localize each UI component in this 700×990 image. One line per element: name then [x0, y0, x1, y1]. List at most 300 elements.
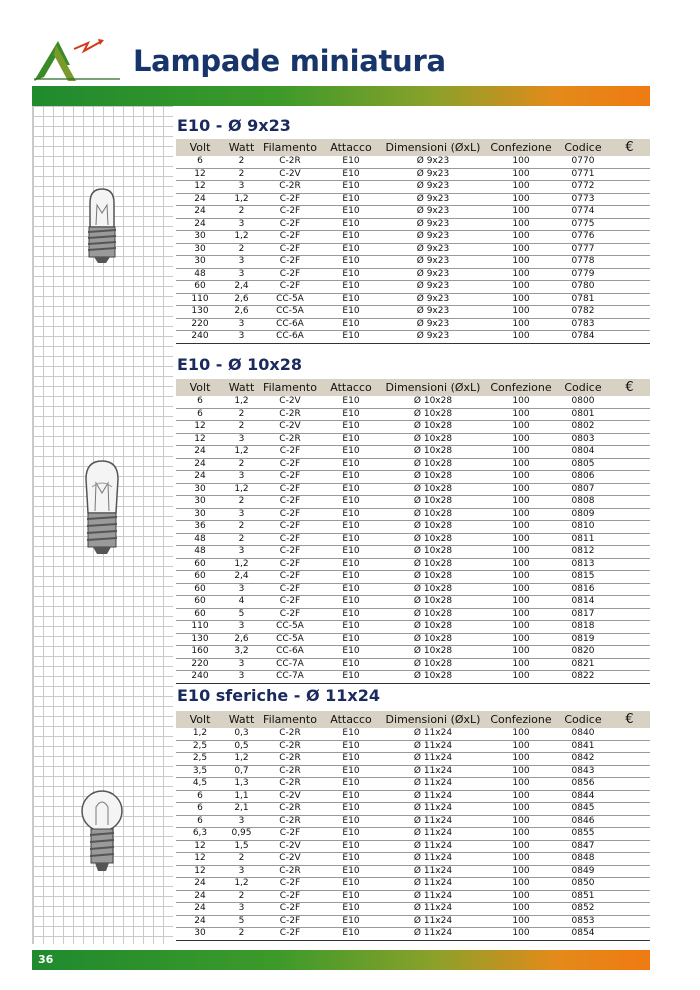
column-header: Codice: [557, 379, 609, 396]
table-cell: 3: [224, 621, 259, 634]
table-cell: 12: [176, 168, 224, 181]
table-cell: E10: [321, 408, 381, 421]
table-cell: [609, 608, 650, 621]
table-cell: Ø 11x24: [381, 828, 485, 841]
table-cell: Ø 11x24: [381, 865, 485, 878]
table-cell: 100: [485, 671, 557, 684]
table-cell: C-2F: [259, 446, 321, 459]
table-cell: 100: [485, 521, 557, 534]
table-cell: 100: [485, 815, 557, 828]
table-cell: 0850: [557, 878, 609, 891]
table-cell: E10: [321, 218, 381, 231]
table-cell: 0800: [557, 396, 609, 408]
table-row: [176, 268, 650, 281]
table-cell: 0,3: [224, 728, 259, 740]
table-cell: E10: [321, 306, 381, 319]
table-cell: Ø 10x28: [381, 621, 485, 634]
table-cell: 0855: [557, 828, 609, 841]
table-cell: Ø 9x23: [381, 168, 485, 181]
column-header: Confezione: [485, 711, 557, 728]
table-cell: 100: [485, 181, 557, 194]
table-cell: E10: [321, 865, 381, 878]
table-cell: Ø 10x28: [381, 458, 485, 471]
table-cell: C-2F: [259, 890, 321, 903]
table-cell: 0820: [557, 646, 609, 659]
table-row: [176, 293, 650, 306]
column-header: Dimensioni (ØxL): [381, 139, 485, 156]
table-cell: E10: [321, 633, 381, 646]
table-cell: Ø 10x28: [381, 596, 485, 609]
table-cell: 0810: [557, 521, 609, 534]
table-cell: E10: [321, 790, 381, 803]
table-row: [176, 421, 650, 434]
table-cell: 100: [485, 633, 557, 646]
table-cell: 0805: [557, 458, 609, 471]
table-cell: 5: [224, 608, 259, 621]
header-band: [32, 86, 650, 106]
table-cell: 6: [176, 396, 224, 408]
table-cell: [609, 671, 650, 684]
table-cell: [609, 815, 650, 828]
table-cell: [609, 646, 650, 659]
section-title-3: E10 sferiche - Ø 11x24: [177, 686, 381, 705]
table-cell: Ø 11x24: [381, 728, 485, 740]
table-cell: 100: [485, 803, 557, 816]
table-cell: C-2F: [259, 458, 321, 471]
table-cell: Ø 10x28: [381, 521, 485, 534]
table-row: [176, 840, 650, 853]
table-cell: [609, 181, 650, 194]
table-cell: 0779: [557, 268, 609, 281]
table-cell: 220: [176, 318, 224, 331]
table-cell: 6: [176, 803, 224, 816]
table-cell: 100: [485, 446, 557, 459]
table-cell: C-2F: [259, 546, 321, 559]
table-cell: 0,95: [224, 828, 259, 841]
table-cell: [609, 915, 650, 928]
table-row: [176, 521, 650, 534]
table-cell: 100: [485, 790, 557, 803]
table-row: [176, 853, 650, 866]
table-cell: C-2F: [259, 206, 321, 219]
table-row: [176, 608, 650, 621]
table-cell: 0842: [557, 753, 609, 766]
table-cell: 0843: [557, 765, 609, 778]
table-cell: C-2R: [259, 740, 321, 753]
table-cell: 0816: [557, 583, 609, 596]
table-cell: CC-6A: [259, 318, 321, 331]
table-cell: C-2R: [259, 181, 321, 194]
table-row: [176, 753, 650, 766]
table-cell: 6,3: [176, 828, 224, 841]
table-cell: 100: [485, 318, 557, 331]
table-cell: E10: [321, 533, 381, 546]
table-cell: CC-5A: [259, 306, 321, 319]
table-cell: Ø 9x23: [381, 306, 485, 319]
table-cell: Ø 9x23: [381, 318, 485, 331]
table-cell: 6: [176, 408, 224, 421]
column-header: €: [609, 139, 650, 156]
table-cell: CC-7A: [259, 658, 321, 671]
table-cell: CC-7A: [259, 671, 321, 684]
table-cell: 1,2: [224, 231, 259, 244]
table-cell: Ø 10x28: [381, 446, 485, 459]
table-cell: E10: [321, 853, 381, 866]
table-cell: 0854: [557, 928, 609, 941]
table-cell: 100: [485, 168, 557, 181]
table-cell: 100: [485, 396, 557, 408]
table-cell: [609, 306, 650, 319]
table-row: [176, 471, 650, 484]
table-row: [176, 928, 650, 941]
table-cell: 0,5: [224, 740, 259, 753]
table-cell: Ø 9x23: [381, 331, 485, 344]
table-cell: E10: [321, 521, 381, 534]
table-row: [176, 331, 650, 344]
table-cell: [609, 765, 650, 778]
table-row: [176, 458, 650, 471]
table-cell: [609, 890, 650, 903]
table-cell: 240: [176, 671, 224, 684]
column-header: Volt: [176, 379, 224, 396]
table-cell: 24: [176, 878, 224, 891]
table-cell: E10: [321, 596, 381, 609]
table-cell: 0822: [557, 671, 609, 684]
table-row: [176, 496, 650, 509]
table-cell: 1,2: [224, 446, 259, 459]
table-row: [176, 583, 650, 596]
table-cell: [609, 633, 650, 646]
table-cell: Ø 11x24: [381, 853, 485, 866]
table-row: [176, 231, 650, 244]
table-cell: Ø 10x28: [381, 658, 485, 671]
table-cell: 1,2: [224, 483, 259, 496]
table-cell: 36: [176, 521, 224, 534]
table-cell: [609, 753, 650, 766]
table-cell: C-2V: [259, 790, 321, 803]
table-row: [176, 533, 650, 546]
table-cell: 2: [224, 521, 259, 534]
table-cell: 60: [176, 596, 224, 609]
table-cell: 100: [485, 496, 557, 509]
table-cell: C-2F: [259, 508, 321, 521]
table-cell: 100: [485, 306, 557, 319]
table-cell: E10: [321, 803, 381, 816]
table-cell: 3: [224, 903, 259, 916]
table-row: [176, 306, 650, 319]
table-cell: E10: [321, 915, 381, 928]
table-cell: Ø 9x23: [381, 293, 485, 306]
table-cell: 0804: [557, 446, 609, 459]
table-cell: 220: [176, 658, 224, 671]
table-cell: CC-5A: [259, 621, 321, 634]
table-cell: Ø 9x23: [381, 256, 485, 269]
table-header-row: [176, 139, 650, 156]
table-cell: 0806: [557, 471, 609, 484]
table-cell: 0849: [557, 865, 609, 878]
table-cell: 2,5: [176, 740, 224, 753]
table-cell: [609, 231, 650, 244]
table-cell: 2,6: [224, 306, 259, 319]
table-cell: 0856: [557, 778, 609, 791]
table-cell: Ø 10x28: [381, 583, 485, 596]
table-cell: Ø 9x23: [381, 156, 485, 168]
table-cell: [609, 483, 650, 496]
table-header-row: [176, 711, 650, 728]
table-cell: C-2F: [259, 571, 321, 584]
table-cell: C-2F: [259, 483, 321, 496]
table-e10-9x23: [176, 139, 650, 344]
table-cell: 2: [224, 496, 259, 509]
table-cell: 2,4: [224, 281, 259, 294]
table-cell: 0812: [557, 546, 609, 559]
table-cell: 100: [485, 828, 557, 841]
table-cell: 100: [485, 646, 557, 659]
table-cell: 100: [485, 728, 557, 740]
table-cell: 1,2: [176, 728, 224, 740]
table-cell: [609, 546, 650, 559]
column-header: Volt: [176, 139, 224, 156]
table-cell: 48: [176, 533, 224, 546]
table-cell: E10: [321, 608, 381, 621]
table-cell: E10: [321, 753, 381, 766]
table-cell: 100: [485, 571, 557, 584]
column-header: Confezione: [485, 379, 557, 396]
table-cell: Ø 9x23: [381, 193, 485, 206]
column-header: Attacco: [321, 379, 381, 396]
table-row: [176, 281, 650, 294]
table-cell: CC-6A: [259, 646, 321, 659]
table-cell: 3: [224, 256, 259, 269]
table-cell: [609, 168, 650, 181]
table-row: [176, 218, 650, 231]
table-cell: E10: [321, 778, 381, 791]
table-cell: C-2R: [259, 778, 321, 791]
table-cell: 3: [224, 318, 259, 331]
table-e10-sferiche-11x24: [176, 711, 650, 941]
table-cell: 100: [485, 583, 557, 596]
table-cell: 30: [176, 508, 224, 521]
table-cell: 100: [485, 193, 557, 206]
table-cell: E10: [321, 728, 381, 740]
table-cell: 24: [176, 915, 224, 928]
table-cell: 60: [176, 558, 224, 571]
table-cell: [609, 803, 650, 816]
table-cell: C-2R: [259, 865, 321, 878]
table-cell: 0782: [557, 306, 609, 319]
table-cell: CC-5A: [259, 633, 321, 646]
table-cell: 3: [224, 218, 259, 231]
table-cell: 24: [176, 446, 224, 459]
bulb-sferiche-11x24-image: [80, 785, 124, 877]
table-row: [176, 408, 650, 421]
table-cell: 6: [176, 790, 224, 803]
column-header: Filamento: [259, 379, 321, 396]
table-cell: E10: [321, 828, 381, 841]
arlux-logo: [30, 35, 125, 85]
table-row: [176, 396, 650, 408]
table-cell: [609, 433, 650, 446]
table-cell: 130: [176, 306, 224, 319]
table-cell: C-2F: [259, 608, 321, 621]
table-cell: 2: [224, 156, 259, 168]
table-cell: 2,4: [224, 571, 259, 584]
table-row: [176, 446, 650, 459]
footer-band: [32, 950, 650, 970]
table-cell: Ø 10x28: [381, 608, 485, 621]
table-cell: 30: [176, 243, 224, 256]
table-cell: C-2R: [259, 803, 321, 816]
table-cell: 24: [176, 206, 224, 219]
page-title: Lampade miniatura: [133, 44, 446, 78]
column-header: €: [609, 379, 650, 396]
table-cell: 12: [176, 865, 224, 878]
table-cell: 0808: [557, 496, 609, 509]
table-cell: 3: [224, 546, 259, 559]
column-header: Filamento: [259, 711, 321, 728]
table-cell: 100: [485, 865, 557, 878]
table-cell: 0773: [557, 193, 609, 206]
table-cell: 12: [176, 433, 224, 446]
table-cell: 2: [224, 168, 259, 181]
table-cell: C-2V: [259, 840, 321, 853]
table-cell: 0784: [557, 331, 609, 344]
table-cell: E10: [321, 458, 381, 471]
table-cell: 48: [176, 268, 224, 281]
table-cell: E10: [321, 268, 381, 281]
table-cell: 24: [176, 903, 224, 916]
table-cell: [609, 583, 650, 596]
table-cell: 48: [176, 546, 224, 559]
table-row: [176, 778, 650, 791]
table-cell: 6: [176, 815, 224, 828]
column-header: Confezione: [485, 139, 557, 156]
table-cell: E10: [321, 658, 381, 671]
table-cell: 100: [485, 658, 557, 671]
table-cell: 100: [485, 546, 557, 559]
table-cell: C-2R: [259, 765, 321, 778]
table-cell: Ø 10x28: [381, 483, 485, 496]
table-cell: E10: [321, 433, 381, 446]
table-cell: 100: [485, 281, 557, 294]
table-cell: [609, 318, 650, 331]
table-cell: C-2F: [259, 243, 321, 256]
table-cell: 1,2: [224, 878, 259, 891]
table-cell: [609, 218, 650, 231]
table-cell: 24: [176, 458, 224, 471]
table-cell: Ø 11x24: [381, 890, 485, 903]
table-cell: 100: [485, 331, 557, 344]
table-cell: E10: [321, 546, 381, 559]
table-cell: 0817: [557, 608, 609, 621]
table-cell: [609, 521, 650, 534]
table-cell: Ø 11x24: [381, 915, 485, 928]
table-cell: C-2V: [259, 853, 321, 866]
table-cell: 100: [485, 471, 557, 484]
column-header: Filamento: [259, 139, 321, 156]
table-cell: C-2F: [259, 915, 321, 928]
table-cell: 2,6: [224, 633, 259, 646]
table-cell: 2: [224, 890, 259, 903]
table-cell: 3: [224, 433, 259, 446]
table-header-row: [176, 379, 650, 396]
table-cell: [609, 496, 650, 509]
table-cell: [609, 156, 650, 168]
table-cell: 100: [485, 778, 557, 791]
table-cell: 0852: [557, 903, 609, 916]
table-cell: Ø 9x23: [381, 231, 485, 244]
table-cell: 100: [485, 753, 557, 766]
table-cell: 130: [176, 633, 224, 646]
table-cell: C-2F: [259, 558, 321, 571]
table-cell: 0783: [557, 318, 609, 331]
table-cell: [609, 396, 650, 408]
table-cell: 3: [224, 815, 259, 828]
table-cell: 2,5: [176, 753, 224, 766]
table-cell: [609, 281, 650, 294]
table-cell: 0807: [557, 483, 609, 496]
table-row: [176, 903, 650, 916]
table-row: [176, 728, 650, 740]
table-row: [176, 646, 650, 659]
table-cell: C-2V: [259, 396, 321, 408]
table-cell: 1,2: [224, 753, 259, 766]
table-cell: C-2R: [259, 728, 321, 740]
table-cell: 0814: [557, 596, 609, 609]
table-cell: E10: [321, 671, 381, 684]
table-cell: 24: [176, 218, 224, 231]
table-cell: [609, 658, 650, 671]
table-cell: 0780: [557, 281, 609, 294]
table-cell: C-2F: [259, 828, 321, 841]
column-header: Volt: [176, 711, 224, 728]
table-cell: C-2F: [259, 231, 321, 244]
table-cell: 0801: [557, 408, 609, 421]
column-header: Codice: [557, 711, 609, 728]
table-cell: C-2F: [259, 256, 321, 269]
table-cell: 0,7: [224, 765, 259, 778]
table-cell: [609, 840, 650, 853]
table-cell: C-2V: [259, 168, 321, 181]
table-row: [176, 828, 650, 841]
table-cell: 1,1: [224, 790, 259, 803]
table-cell: 60: [176, 571, 224, 584]
table-cell: E10: [321, 206, 381, 219]
table-cell: [609, 421, 650, 434]
table-row: [176, 740, 650, 753]
table-cell: 3: [224, 583, 259, 596]
table-cell: E10: [321, 331, 381, 344]
table-cell: E10: [321, 396, 381, 408]
table-cell: 2: [224, 408, 259, 421]
table-cell: 100: [485, 608, 557, 621]
table-row: [176, 433, 650, 446]
table-cell: 30: [176, 256, 224, 269]
table-cell: [609, 508, 650, 521]
table-cell: E10: [321, 256, 381, 269]
table-cell: 3,2: [224, 646, 259, 659]
table-cell: 2: [224, 853, 259, 866]
table-row: [176, 658, 650, 671]
table-cell: C-2R: [259, 753, 321, 766]
table-cell: Ø 9x23: [381, 243, 485, 256]
table-cell: 0803: [557, 433, 609, 446]
table-cell: 0775: [557, 218, 609, 231]
table-cell: 100: [485, 890, 557, 903]
table-row: [176, 156, 650, 168]
column-header: Codice: [557, 139, 609, 156]
table-cell: Ø 10x28: [381, 533, 485, 546]
